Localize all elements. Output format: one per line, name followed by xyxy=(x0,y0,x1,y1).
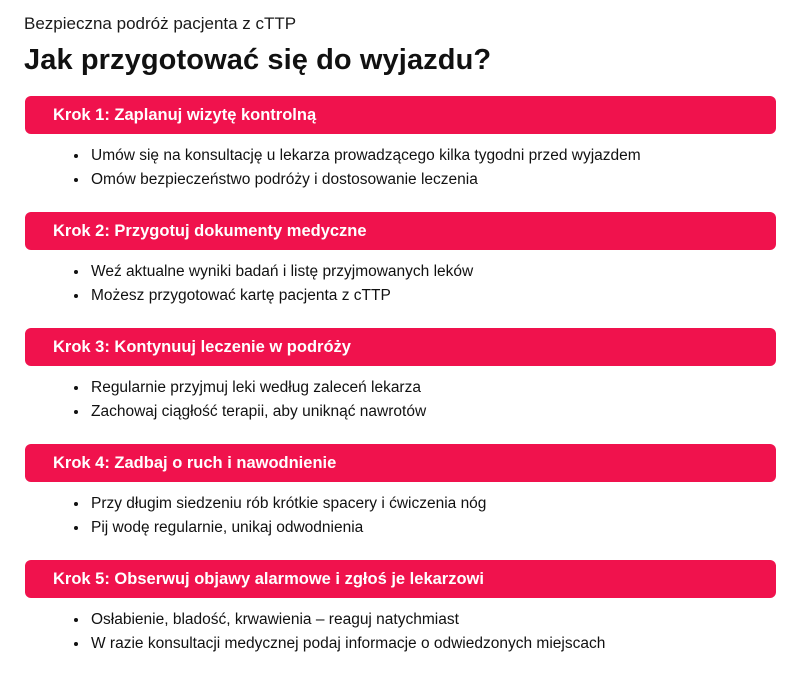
steps-list xyxy=(25,96,776,676)
bullet-icon xyxy=(74,154,78,158)
bullet-text: Pij wodę regularnie, unikaj odwodnienia xyxy=(91,519,364,536)
bullet-icon xyxy=(74,502,78,506)
list-item xyxy=(25,376,776,400)
step-header xyxy=(25,444,776,482)
bullet-icon xyxy=(74,178,78,182)
step-2 xyxy=(25,212,776,328)
bullet-list xyxy=(25,492,776,540)
page-subtitle: Bezpieczna podróż pacjenta z cTTP xyxy=(24,14,297,33)
bullet-text: W razie konsultacji medycznej podaj informacje o odwiedzonych miejscach xyxy=(91,635,606,652)
step-title: Krok 2: Przygotuj dokumenty medyczne xyxy=(53,221,367,240)
bullet-list xyxy=(25,608,776,656)
bullet-text: Zachowaj ciągłość terapii, aby uniknąć nawrotów xyxy=(91,403,427,420)
step-3 xyxy=(25,328,776,444)
page-title: Jak przygotować się do wyjazdu? xyxy=(24,44,492,76)
step-title: Krok 1: Zaplanuj wizytę kontrolną xyxy=(53,105,317,124)
bullet-icon xyxy=(74,526,78,530)
step-header xyxy=(25,96,776,134)
list-item xyxy=(25,516,776,540)
list-item xyxy=(25,632,776,656)
step-title: Krok 5: Obserwuj objawy alarmowe i zgłoś je lekarzowi xyxy=(53,569,484,588)
step-header xyxy=(25,560,776,598)
step-title: Krok 4: Zadbaj o ruch i nawodnienie xyxy=(53,453,337,472)
bullet-icon xyxy=(74,270,78,274)
list-item xyxy=(25,168,776,192)
bullet-text: Przy długim siedzeniu rób krótkie spacery i ćwiczenia nóg xyxy=(91,495,487,512)
bullet-icon xyxy=(74,294,78,298)
bullet-text: Regularnie przyjmuj leki według zaleceń lekarza xyxy=(91,379,421,396)
step-1 xyxy=(25,96,776,212)
list-item xyxy=(25,492,776,516)
bullet-icon xyxy=(74,386,78,390)
step-header xyxy=(25,212,776,250)
step-title: Krok 3: Kontynuuj leczenie w podróży xyxy=(53,337,351,356)
bullet-icon xyxy=(74,642,78,646)
step-5 xyxy=(25,560,776,676)
list-item xyxy=(25,608,776,632)
list-item xyxy=(25,284,776,308)
bullet-text: Weź aktualne wyniki badań i listę przyjmowanych leków xyxy=(91,263,474,280)
bullet-icon xyxy=(74,410,78,414)
bullet-text: Możesz przygotować kartę pacjenta z cTTP xyxy=(91,287,391,304)
bullet-icon xyxy=(74,618,78,622)
list-item xyxy=(25,400,776,424)
step-header xyxy=(25,328,776,366)
bullet-text: Osłabienie, bladość, krwawienia – reaguj natychmiast xyxy=(91,611,459,628)
bullet-list xyxy=(25,144,776,192)
bullet-text: Omów bezpieczeństwo podróży i dostosowanie leczenia xyxy=(91,171,478,188)
list-item xyxy=(25,144,776,168)
list-item xyxy=(25,260,776,284)
bullet-list xyxy=(25,376,776,424)
step-4 xyxy=(25,444,776,560)
bullet-text: Umów się na konsultację u lekarza prowadzącego kilka tygodni przed wyjazdem xyxy=(91,147,641,164)
bullet-list xyxy=(25,260,776,308)
